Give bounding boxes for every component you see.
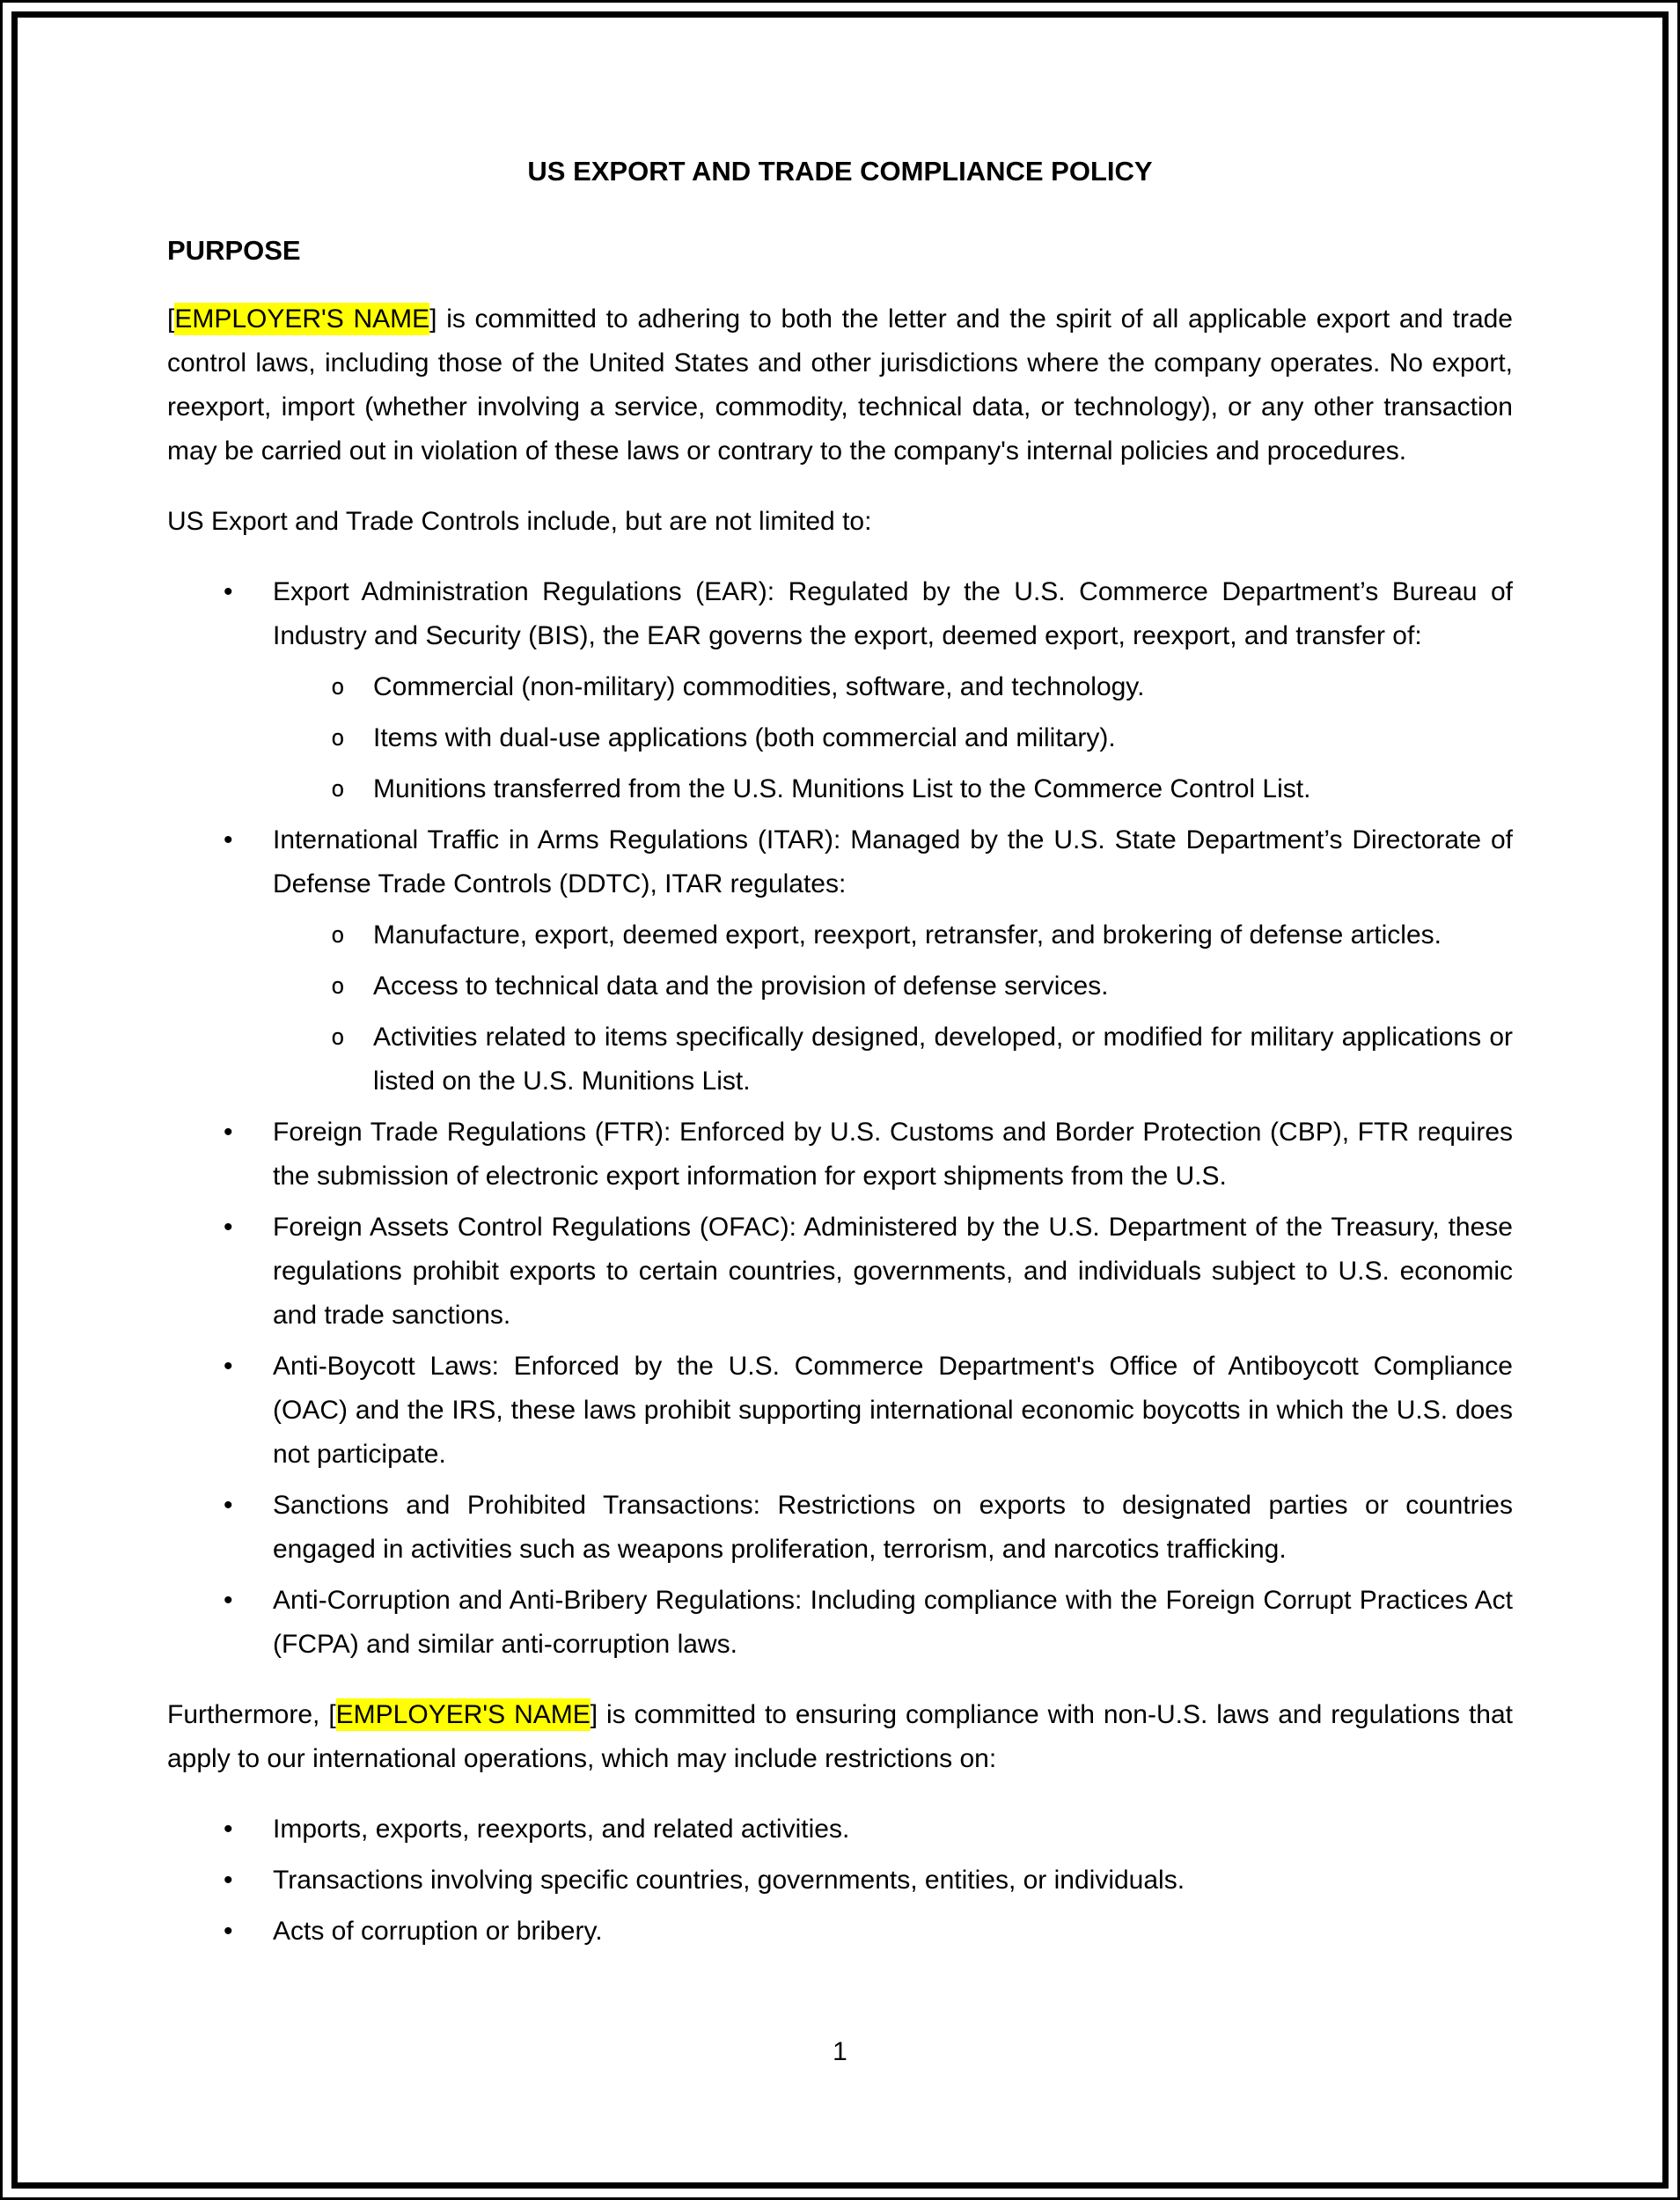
sub-list-item: o Commercial (non-military) commodities, software, and technology.	[373, 665, 1513, 709]
sub-list-item: o Munitions transferred from the U.S. Munitions List to the Commerce Control List.	[373, 767, 1513, 811]
sub-list-item: o Access to technical data and the provision of defense services.	[373, 964, 1513, 1008]
employer-name-highlight: EMPLOYER'S NAME	[335, 1700, 591, 1729]
list-item: • Imports, exports, reexports, and related activities.	[273, 1808, 1513, 1852]
list-item-text: Export Administration Regulations (EAR): Regulated by the U.S. Commerce Department’s Bureau of Industry and Security (BIS), the EAR governs the export, deemed export, reexport, and transfer of:	[273, 577, 1513, 650]
sub-list	[273, 913, 1513, 1104]
document-page	[167, 150, 1513, 1980]
sub-list	[273, 665, 1513, 811]
controls-intro-paragraph: US Export and Trade Controls include, but are not limited to:	[167, 507, 872, 536]
intro-text: ] is committed to adhering to both the letter and the spirit of all applicable export and trade control laws, including those of the United States and other jurisdictions where the company operates. No export, reexport, import (whether involving a service, commodity, technical data, or technology), or any other transaction may be carried out in violation of these laws or contrary to the company's internal policies and procedures.	[167, 304, 1513, 466]
purpose-heading: PURPOSE	[167, 235, 301, 266]
list-item	[273, 818, 1513, 1104]
list-item: • Foreign Assets Control Regulations (OFAC): Administered by the U.S. Department of the Treasury, these regulations prohibit exports to certain countries, governments, and individuals subject to U.S. economic and trade sanctions.	[273, 1206, 1513, 1338]
list-item-text: International Traffic in Arms Regulations (ITAR): Managed by the U.S. State Department’s Directorate of Defense Trade Controls (DDTC), ITAR regulates:	[273, 825, 1513, 898]
list-item: • Anti-Boycott Laws: Enforced by the U.S. Commerce Department's Office of Antiboycott Compliance (OAC) and the IRS, these laws prohibit supporting international economic boycotts in which the U.S. does not participate.	[273, 1345, 1513, 1477]
furthermore-text-before: Furthermore, [	[167, 1700, 336, 1729]
sub-list-item: o Activities related to items specifically designed, developed, or modified for military applications or listed on the U.S. Munitions List.	[373, 1016, 1513, 1104]
list-item: • Acts of corruption or bribery.	[273, 1910, 1513, 1954]
furthermore-text-after: ] is committed to ensuring compliance with non-U.S. laws and regulations that apply to our international operations, which may include restrictions on:	[167, 1700, 1513, 1773]
sub-list-item: o Items with dual-use applications (both commercial and military).	[373, 716, 1513, 760]
sub-list-item: o Manufacture, export, deemed export, reexport, retransfer, and brokering of defense articles.	[373, 913, 1513, 957]
intro-paragraph	[167, 297, 1513, 473]
furthermore-paragraph	[167, 1693, 1513, 1781]
list-item: • Foreign Trade Regulations (FTR): Enforced by U.S. Customs and Border Protection (CBP), FTR requires the submission of electronic export information for export shipments from the U.S.	[273, 1111, 1513, 1199]
intro-bracket-open: [	[167, 304, 175, 334]
controls-list	[167, 570, 1513, 1667]
list-item: • Sanctions and Prohibited Transactions: Restrictions on exports to designated parties or countries engaged in activities such as weapons proliferation, terrorism, and narcotics trafficking.	[273, 1484, 1513, 1572]
document-title: US EXPORT AND TRADE COMPLIANCE POLICY	[527, 156, 1153, 187]
page-number: 1	[833, 2037, 847, 2066]
non-us-restrictions-list	[167, 1808, 1513, 1954]
list-item	[273, 570, 1513, 811]
employer-name-highlight: EMPLOYER'S NAME	[174, 304, 430, 334]
list-item: • Transactions involving specific countries, governments, entities, or individuals.	[273, 1859, 1513, 1903]
list-item: • Anti-Corruption and Anti-Bribery Regulations: Including compliance with the Foreign Corrupt Practices Act (FCPA) and similar anti-corruption laws.	[273, 1579, 1513, 1667]
